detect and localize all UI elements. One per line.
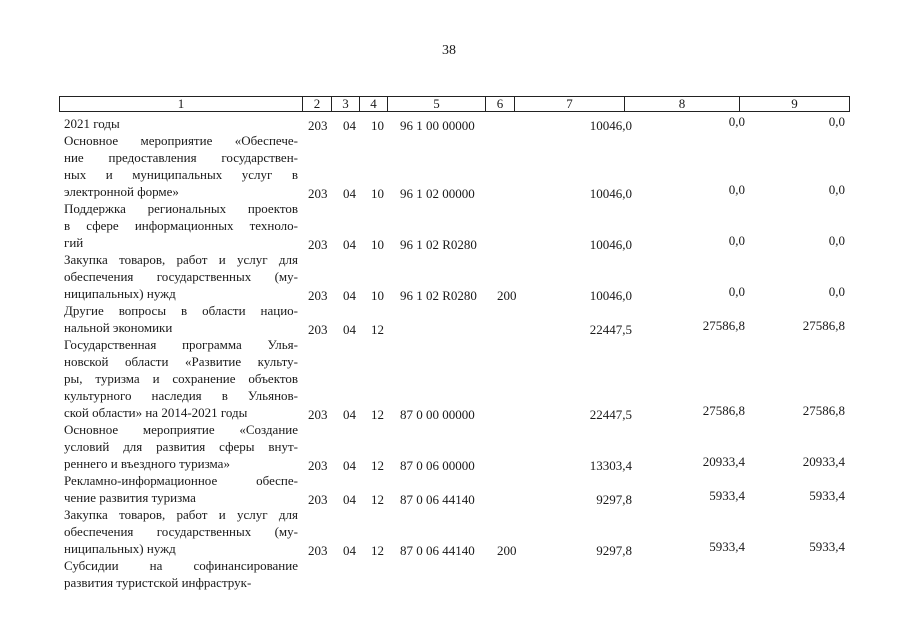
row-name-line: ры, туризма и сохранение объектов — [64, 371, 298, 386]
cell-c4: 12 — [371, 492, 384, 507]
row-name — [64, 421, 298, 472]
row-name-line: Государственная программа Улья- — [64, 337, 298, 352]
cell-c3: 04 — [343, 458, 356, 473]
row-name-line: в сфере информационных техноло- — [64, 218, 298, 233]
cell-c5: 96 1 02 00000 — [400, 186, 475, 201]
cell-c3: 04 — [343, 322, 356, 337]
cell-c8: 27586,8 — [702, 403, 745, 418]
cell-c9: 27586,8 — [802, 318, 845, 333]
cell-c9: 0,0 — [828, 182, 845, 197]
cell-c3: 04 — [343, 237, 356, 252]
row-name-line: Другие вопросы в области нацио- — [64, 303, 298, 318]
cell-c3: 04 — [343, 492, 356, 507]
row-name-line: развития туристской инфраструк- — [64, 575, 252, 590]
row-name-line: Закупка товаров, работ и услуг для — [64, 507, 298, 522]
cell-c2: 203 — [308, 492, 328, 507]
cell-c8: 27586,8 — [702, 318, 745, 333]
table-row — [0, 132, 905, 200]
row-name-line: электронной форме» — [64, 184, 179, 199]
row-name-line: культурного наследия в Ульянов- — [64, 388, 298, 403]
row-name-line: реннего и въездного туризма» — [64, 456, 230, 471]
cell-c7: 9297,8 — [596, 492, 632, 507]
cell-c2: 203 — [308, 118, 328, 133]
cell-c4: 12 — [371, 407, 384, 422]
cell-c4: 12 — [371, 458, 384, 473]
cell-c9: 0,0 — [828, 114, 845, 129]
cell-c3: 04 — [343, 186, 356, 201]
cell-c2: 203 — [308, 186, 328, 201]
cell-c4: 10 — [371, 288, 384, 303]
table-row — [0, 302, 905, 336]
cell-c5: 96 1 00 00000 — [400, 118, 475, 133]
cell-c5: 87 0 00 00000 — [400, 407, 475, 422]
cell-c3: 04 — [343, 118, 356, 133]
row-name — [64, 302, 298, 336]
cell-c4: 10 — [371, 186, 384, 201]
cell-c4: 10 — [371, 237, 384, 252]
table-header — [59, 96, 850, 112]
row-name — [64, 251, 298, 302]
cell-c3: 04 — [343, 407, 356, 422]
row-name — [64, 557, 298, 591]
cell-c7: 13303,4 — [589, 458, 632, 473]
cell-c7: 10046,0 — [589, 237, 632, 252]
cell-c5: 96 1 02 R0280 — [400, 237, 477, 252]
row-name — [64, 472, 298, 506]
cell-c6: 200 — [497, 288, 517, 303]
header-col-7: 7 — [515, 97, 625, 112]
row-name-line: гий — [64, 235, 84, 250]
header-col-8: 8 — [625, 97, 740, 112]
table-row — [0, 421, 905, 472]
cell-c9: 27586,8 — [802, 403, 845, 418]
cell-c7: 22447,5 — [589, 407, 632, 422]
row-name — [64, 200, 298, 251]
cell-c5: 87 0 06 00000 — [400, 458, 475, 473]
cell-c2: 203 — [308, 543, 328, 558]
cell-c8: 0,0 — [728, 114, 745, 129]
table-row — [0, 251, 905, 302]
header-col-3: 3 — [332, 97, 360, 112]
row-name-line: ние предоставления государствен- — [64, 150, 298, 165]
row-name-line: условий для развития сферы внут- — [64, 439, 298, 454]
cell-c3: 04 — [343, 543, 356, 558]
cell-c6: 200 — [497, 543, 517, 558]
table-row — [0, 506, 905, 557]
row-name-line: Основное мероприятие «Обеспече- — [64, 133, 298, 148]
page-number: 38 — [442, 43, 456, 58]
row-name-line: 2021 годы — [64, 116, 120, 131]
cell-c9: 0,0 — [828, 284, 845, 299]
row-name-line: обеспечения государственных (му- — [64, 269, 298, 284]
cell-c8: 5933,4 — [709, 539, 745, 554]
cell-c5: 87 0 06 44140 — [400, 543, 475, 558]
row-name-line: чение развития туризма — [64, 490, 196, 505]
cell-c8: 0,0 — [728, 233, 745, 248]
cell-c2: 203 — [308, 407, 328, 422]
cell-c2: 203 — [308, 237, 328, 252]
row-name-line: ных и муниципальных услуг в — [64, 167, 298, 182]
table-row — [0, 115, 905, 132]
row-name — [64, 115, 298, 132]
cell-c2: 203 — [308, 322, 328, 337]
header-col-4: 4 — [360, 97, 388, 112]
table-row — [0, 200, 905, 251]
cell-c9: 5933,4 — [809, 488, 845, 503]
header-col-6: 6 — [486, 97, 515, 112]
header-col-2: 2 — [303, 97, 332, 112]
row-name-line: нальной экономики — [64, 320, 173, 335]
cell-c3: 04 — [343, 288, 356, 303]
cell-c7: 10046,0 — [589, 186, 632, 201]
cell-c5: 96 1 02 R0280 — [400, 288, 477, 303]
row-name-line: Рекламно-информационное обеспе- — [64, 473, 298, 488]
row-name — [64, 336, 298, 421]
row-name-line: Поддержка региональных проектов — [64, 201, 298, 216]
cell-c9: 5933,4 — [809, 539, 845, 554]
cell-c5: 87 0 06 44140 — [400, 492, 475, 507]
table-row — [0, 472, 905, 506]
row-name — [64, 132, 298, 200]
cell-c8: 20933,4 — [702, 454, 745, 469]
row-name-line: Основное мероприятие «Создание — [64, 422, 298, 437]
row-name-line: новской области «Развитие культу- — [64, 354, 298, 369]
row-name-line: ниципальных) нужд — [64, 286, 176, 301]
header-col-5: 5 — [388, 97, 486, 112]
cell-c7: 10046,0 — [589, 288, 632, 303]
cell-c9: 0,0 — [828, 233, 845, 248]
cell-c4: 12 — [371, 322, 384, 337]
cell-c8: 5933,4 — [709, 488, 745, 503]
row-name-line: Закупка товаров, работ и услуг для — [64, 252, 298, 267]
table-row — [0, 336, 905, 421]
table-row — [0, 557, 905, 591]
row-name-line: ниципальных) нужд — [64, 541, 176, 556]
row-name — [64, 506, 298, 557]
cell-c2: 203 — [308, 288, 328, 303]
cell-c4: 10 — [371, 118, 384, 133]
row-name-line: ской области» на 2014-2021 годы — [64, 405, 248, 420]
header-col-9: 9 — [740, 97, 850, 112]
row-name-line: обеспечения государственных (му- — [64, 524, 298, 539]
cell-c8: 0,0 — [728, 182, 745, 197]
cell-c4: 12 — [371, 543, 384, 558]
cell-c7: 22447,5 — [589, 322, 632, 337]
header-col-1: 1 — [60, 97, 303, 112]
cell-c7: 10046,0 — [589, 118, 632, 133]
cell-c9: 20933,4 — [802, 454, 845, 469]
row-name-line: Субсидии на софинансирование — [64, 558, 298, 573]
cell-c2: 203 — [308, 458, 328, 473]
cell-c7: 9297,8 — [596, 543, 632, 558]
cell-c8: 0,0 — [728, 284, 745, 299]
